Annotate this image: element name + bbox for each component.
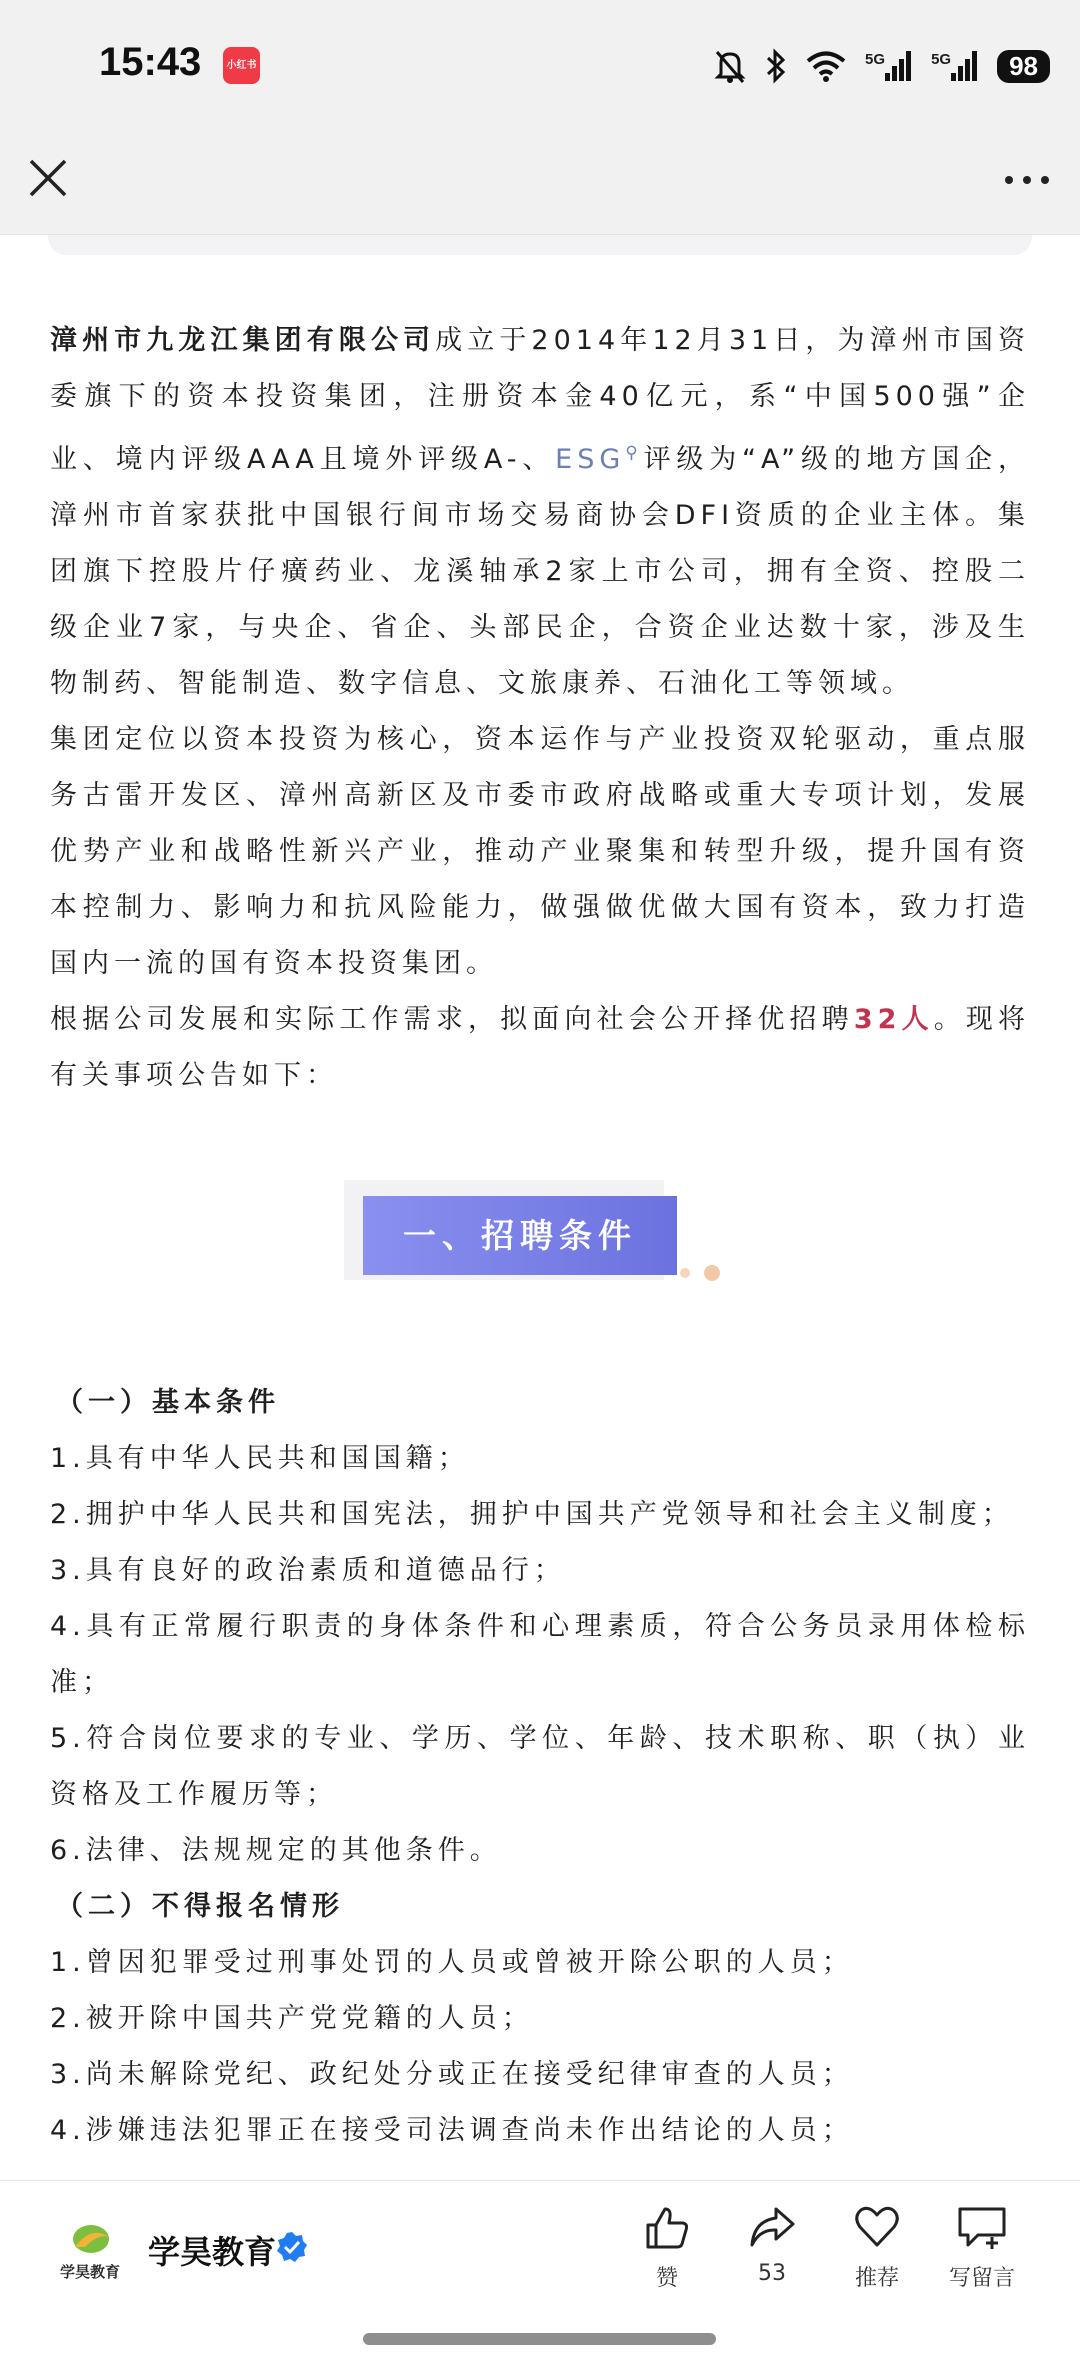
comment-label: 写留言 bbox=[948, 2266, 1015, 2291]
subsection-title: （二）不得报名情形 bbox=[56, 1891, 344, 1922]
intro-text-b: 评级为“A”级的地方国企，漳州市首家获批中国银行间市场交易商协会DFI资质的企业主体。集团旗下控股片仔癀药业、龙溪轴承2家上市公司，拥有全资、控股二级企业7家，与央企、省企、头部民企，合资企业达数十家，涉及生物制药、智能制造、数字信息、文旅康养、石油化工等领域。 bbox=[50, 444, 1030, 699]
logo-text: 学昊教育 bbox=[59, 2263, 121, 2281]
battery-level: 98 bbox=[997, 50, 1050, 83]
intro-text-a: 成立于2014年12月31日，为漳州市国资委旗下的资本投资集团，注册资本金40亿元，系“中国500强”企业、境内评级AAA且境外评级A-、 bbox=[50, 325, 1030, 475]
thumbs-up-icon bbox=[643, 2203, 691, 2251]
article-header bbox=[0, 140, 1080, 235]
signal-bars-icon bbox=[951, 51, 979, 81]
list-item: 5.符合岗位要求的专业、学历、学位、年龄、技术职称、职（执）业资格及工作履历等； bbox=[50, 1723, 1030, 1810]
share-button[interactable] bbox=[722, 2203, 822, 2286]
verified-badge-icon bbox=[276, 2231, 308, 2263]
recruitment-text-a: 根据公司发展和实际工作需求，拟面向社会公开择优招聘 bbox=[50, 1004, 854, 1035]
signal-1: 5G bbox=[865, 51, 913, 81]
decorative-dot bbox=[704, 1265, 720, 1281]
subsection-title: （一）基本条件 bbox=[56, 1387, 280, 1418]
share-arrow-icon bbox=[748, 2203, 796, 2251]
bluetooth-icon bbox=[765, 48, 787, 84]
bottom-action-bar bbox=[0, 2180, 1080, 2364]
list-item: 2.拥护中华人民共和国宪法，拥护中国共产党领导和社会主义制度； bbox=[50, 1499, 1014, 1530]
mute-bell-icon bbox=[713, 48, 747, 84]
section-banner bbox=[344, 1180, 694, 1300]
status-bar bbox=[0, 0, 1080, 140]
share-count: 53 bbox=[758, 2261, 786, 2286]
signal-2: 5G bbox=[931, 51, 979, 81]
recommend-label: 推荐 bbox=[854, 2266, 899, 2291]
signal-bars-icon bbox=[885, 51, 913, 81]
recruitment-count: 32人 bbox=[853, 1004, 934, 1035]
list-item: 3.尚未解除党纪、政纪处分或正在接受纪律审查的人员； bbox=[50, 2059, 854, 2090]
article-body bbox=[50, 313, 1030, 1104]
wifi-icon bbox=[805, 50, 847, 82]
xiaohongshu-app-icon: 小红书 bbox=[223, 47, 260, 84]
list-item: 2.被开除中国共产党党籍的人员； bbox=[50, 2003, 534, 2034]
list-item: 6.法律、法规规定的其他条件。 bbox=[50, 1835, 502, 1866]
card-edge bbox=[48, 235, 1032, 255]
conditions-section bbox=[50, 1375, 1040, 2159]
list-item: 1.曾因犯罪受过刑事处罚的人员或曾被开除公职的人员； bbox=[50, 1947, 854, 1978]
close-icon[interactable] bbox=[28, 158, 68, 198]
list-item: 1.具有中华人民共和国国籍； bbox=[50, 1443, 470, 1474]
search-icon[interactable]: ⚲ bbox=[625, 443, 643, 463]
more-options-icon[interactable] bbox=[1004, 170, 1050, 190]
section-title: 一、招聘条件 bbox=[363, 1196, 677, 1275]
recruitment-text-b: 。现将有关事项公告如下： bbox=[50, 1004, 1031, 1091]
heart-icon bbox=[853, 2203, 901, 2251]
comment-button[interactable] bbox=[932, 2203, 1032, 2292]
account-name[interactable]: 学昊教育 bbox=[148, 2233, 277, 2271]
list-item: 4.涉嫌违法犯罪正在接受司法调查尚未作出结论的人员； bbox=[50, 2115, 854, 2146]
company-name: 漳州市九龙江集团有限公司 bbox=[50, 325, 436, 356]
recommend-button[interactable] bbox=[827, 2203, 927, 2292]
home-indicator[interactable] bbox=[363, 2333, 716, 2345]
like-label: 赞 bbox=[655, 2266, 678, 2291]
list-item: 4.具有正常履行职责的身体条件和心理素质，符合公务员录用体检标准； bbox=[50, 1611, 1030, 1698]
list-item: 3.具有良好的政治素质和道德品行； bbox=[50, 1555, 566, 1586]
status-time: 15:43 bbox=[99, 40, 202, 84]
decorative-dot bbox=[680, 1268, 690, 1278]
paragraph-intro bbox=[50, 313, 1030, 712]
account-avatar[interactable] bbox=[55, 2217, 125, 2283]
like-button[interactable] bbox=[617, 2203, 717, 2292]
paragraph-positioning: 集团定位以资本投资为核心，资本运作与产业投资双轮驱动，重点服务古雷开发区、漳州高新区及市委市政府战略或重大专项计划，发展优势产业和战略性新兴产业，推动产业聚集和转型升级，提升国有资本控制力、影响力和抗风险能力，做强做优做大国有资本，致力打造国内一流的国有资本投资集团。 bbox=[50, 724, 1030, 979]
paragraph-recruitment bbox=[50, 992, 1030, 1104]
esg-link[interactable]: ESG bbox=[555, 444, 626, 475]
comment-plus-icon bbox=[956, 2203, 1008, 2251]
status-icons bbox=[713, 44, 1050, 88]
